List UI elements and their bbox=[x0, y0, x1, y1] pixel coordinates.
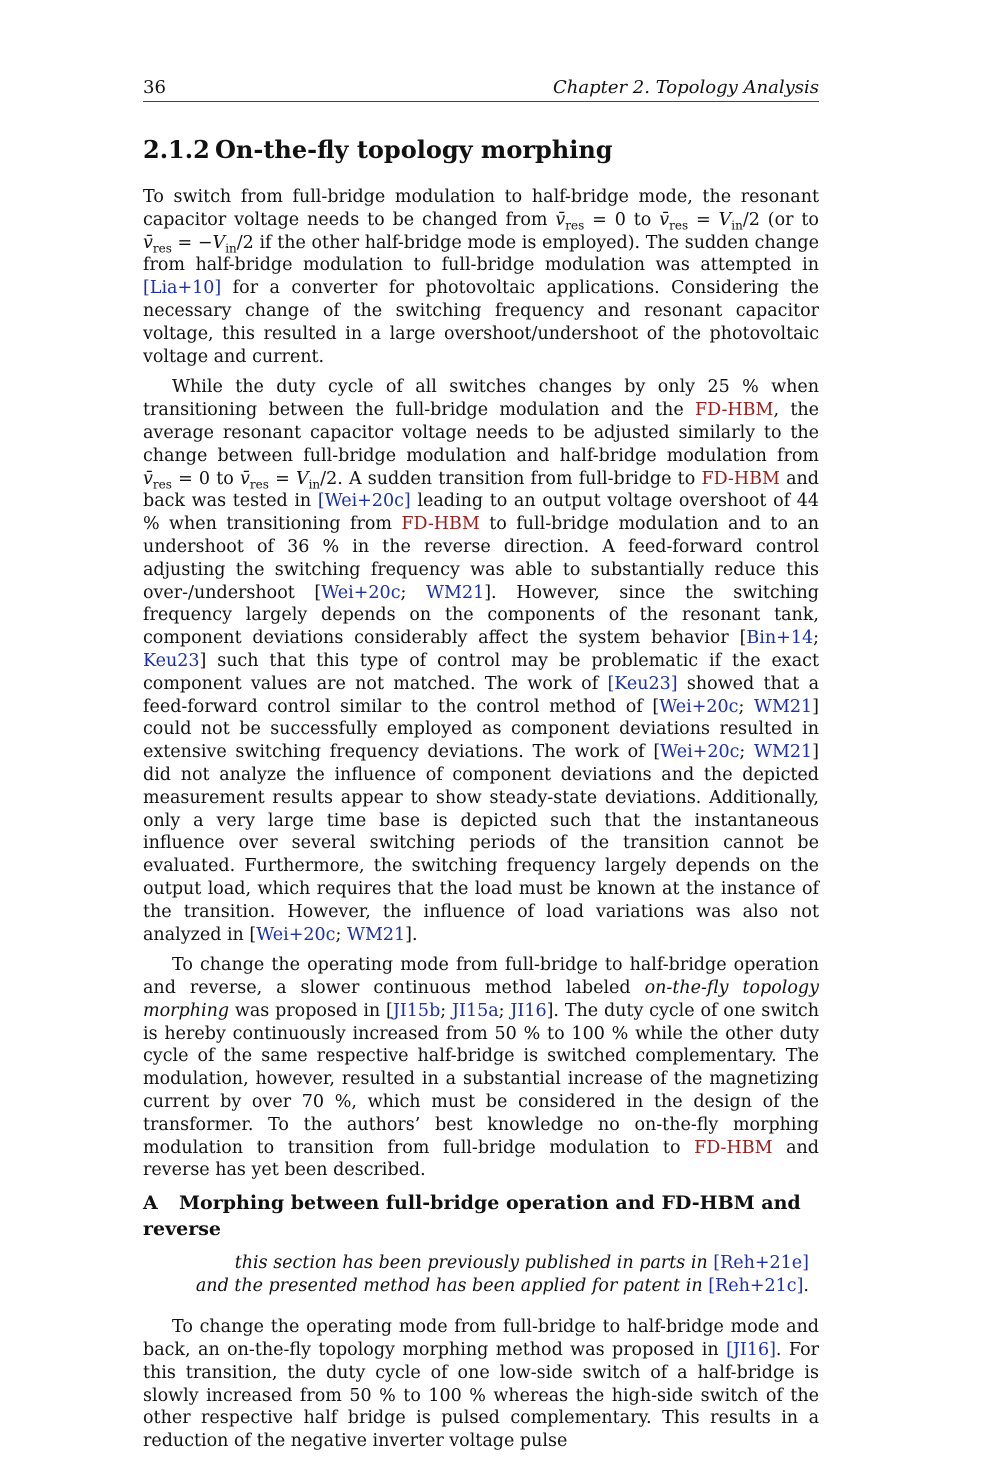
section-number: 2.1.2 bbox=[143, 135, 210, 164]
citation-link[interactable]: Wei+20c bbox=[660, 742, 740, 763]
citation-link[interactable]: Bin+14 bbox=[746, 628, 814, 649]
page-number: 36 bbox=[143, 77, 166, 98]
text-run: ; bbox=[440, 1000, 453, 1021]
citation-link[interactable]: WM21 bbox=[753, 742, 813, 763]
text-run: to bbox=[210, 468, 241, 489]
text-run: ; bbox=[738, 696, 754, 717]
math-inline: $v̄_{res} = -V_{in}/2$ bbox=[143, 232, 254, 256]
text-run: if the other half-bridge mode is employed). The sudden change from half-bridge modulation to full-bridge modulation was attempted in bbox=[143, 232, 819, 276]
subsection-heading bbox=[143, 1190, 819, 1242]
text-run: ] such that this type of control may be problematic if the exact component values are not matched. The work of bbox=[143, 650, 819, 694]
text-run: was proposed in [ bbox=[229, 1000, 393, 1021]
acronym-link[interactable]: FD-HBM bbox=[695, 400, 774, 421]
text-run: (or to bbox=[759, 209, 819, 230]
acronym-link[interactable]: FD-HBM bbox=[401, 514, 480, 535]
text-run: , the average resonant capacitor voltage needs to be adjusted similarly to the change between full-bridge modulation and half-bridge modulation from bbox=[143, 400, 819, 466]
text-run: showed that a feed-forward control similar to the control method of [ bbox=[143, 673, 820, 717]
text-run: ]. The duty cycle of one switch is hereby continuously increased from 50 % to 100 % while the other duty cycle of the same respective half-bridge is switched complementary. The modulation, however, resulted in a substantial increase of the magnetizing current by over 70 %, which must be considered in the design of the transformer. To the authors’ best knowledge no on-the-fly morphing modulation to transition from full-bridge modulation to bbox=[143, 1000, 819, 1158]
text-run: ; bbox=[400, 582, 427, 603]
text-run: . For this transition, the duty cycle of one low-side switch of a half-bridge is slowly increased from 50 % to 100 % whereas the high-side switch of the other respective half bridge is pulsed complementary. This results in a reduction of the negative inverter voltage pulse bbox=[143, 1340, 819, 1452]
paragraph-1 bbox=[143, 186, 819, 368]
citation-link[interactable]: JI15b bbox=[392, 1000, 441, 1021]
citation-link[interactable]: WM21 bbox=[346, 924, 406, 945]
emphasis-term: on-the-fly topology morphing bbox=[143, 978, 819, 1021]
text-run: ; bbox=[498, 1000, 511, 1021]
citation-link[interactable]: WM21 bbox=[426, 582, 485, 603]
paragraph-2 bbox=[143, 376, 819, 946]
citation-link[interactable]: JI15a bbox=[452, 1000, 499, 1021]
text-run: ; bbox=[335, 924, 347, 945]
math-inline: $v̄_{res} = V_{in}/2$ bbox=[240, 468, 338, 492]
text-run: ]. bbox=[405, 924, 418, 945]
acronym-link[interactable]: FD-HBM bbox=[694, 1137, 773, 1158]
text-run: to bbox=[625, 209, 660, 230]
citation-link[interactable]: [Keu23] bbox=[607, 673, 678, 694]
text-run: ; bbox=[813, 628, 819, 649]
citation-link[interactable]: Wei+20c bbox=[321, 582, 401, 603]
acronym-link[interactable]: FD-HBM bbox=[701, 468, 780, 489]
text-run: ] could not be successfully employed as component deviations resulted in extensive switching frequency deviations. The work of [ bbox=[143, 696, 819, 763]
citation-link[interactable]: [Lia+10] bbox=[143, 278, 222, 299]
text-run: to full-bridge modulation and to an undershoot of 36 % in the reverse direction. A feed-forward control adjusting the switching frequency was able to substantially reduce this over-/undershoot [ bbox=[143, 514, 819, 603]
math-inline: $v̄_{res} = 0$ bbox=[143, 468, 211, 492]
citation-link[interactable]: [Reh+21c] bbox=[708, 1276, 804, 1297]
note-line-1: this section has been previously published in parts in [Reh+21e] bbox=[234, 1253, 809, 1274]
subsection-title: Morphing between full-bridge operation and FD-HBM and reverse bbox=[143, 1192, 801, 1241]
publication-note bbox=[143, 1252, 809, 1298]
citation-link[interactable]: WM21 bbox=[753, 696, 813, 717]
text-run: for a converter for photovoltaic applications. Considering the necessary change of the switching frequency and resonant capacitor voltage, this resulted in a large overshoot/undershoot of the photovoltaic voltage and current. bbox=[143, 278, 819, 367]
citation-link[interactable]: Wei+20c bbox=[659, 696, 739, 717]
text-run: While the duty cycle of all switches changes by only 25 % when transitioning between the full-bridge modulation and the bbox=[143, 377, 819, 421]
note-line-2: and the presented method has been applied for patent in [Reh+21c]. bbox=[195, 1276, 809, 1297]
body-text bbox=[143, 134, 819, 1461]
math-inline: $v̄_{res} = 0$ bbox=[555, 209, 626, 233]
math-inline: $v̄_{res} = V_{in}/2$ bbox=[659, 209, 760, 233]
text-run: leading to an output voltage overshoot of 44 % when transitioning from bbox=[143, 491, 819, 535]
citation-link[interactable]: Keu23 bbox=[143, 650, 200, 671]
section-title: On-the-fly topology morphing bbox=[215, 135, 613, 164]
citation-link[interactable]: JI16 bbox=[510, 1000, 547, 1021]
chapter-title: Chapter 2. Topology Analysis bbox=[552, 77, 819, 98]
text-run: To switch from full-bridge modulation to half-bridge mode, the resonant capacitor voltage needs to be changed from bbox=[143, 187, 819, 230]
subsection-letter: A bbox=[143, 1192, 158, 1215]
text-run: ] did not analyze the influence of component deviations and the depicted measurement results appear to show steady-state deviations. Additionally, only a very large time base is depicted such that the instantaneous influence over several switching periods of the transition cannot be evaluated. Furthermore, the switching frequency largely depends on the output load, which requires that the load must be known at the instance of the transition. However, the influence of load variations was also not analyzed in [ bbox=[143, 742, 819, 945]
section-heading bbox=[143, 134, 819, 166]
citation-link[interactable]: [Reh+21e] bbox=[713, 1253, 809, 1274]
running-header bbox=[143, 77, 819, 102]
text-run: and reverse has yet been described. bbox=[143, 1137, 819, 1181]
text-run: and back was tested in bbox=[143, 468, 819, 512]
text-run: To change the operating mode from full-bridge to half-bridge operation and reverse, a slower continuous method labeled bbox=[143, 955, 819, 999]
text-run: . A sudden transition from full-bridge to bbox=[337, 468, 702, 489]
citation-link[interactable]: [JI16] bbox=[726, 1340, 776, 1361]
paragraph-3 bbox=[143, 954, 819, 1182]
citation-link[interactable]: Wei+20c bbox=[256, 924, 336, 945]
text-run: ; bbox=[739, 742, 754, 763]
citation-link[interactable]: [Wei+20c] bbox=[317, 491, 411, 512]
text-run: ]. However, since the switching frequency largely depends on the components of the resonant tank, component deviations considerably affect the system behavior [ bbox=[143, 582, 819, 649]
paragraph-4 bbox=[143, 1316, 819, 1453]
text-run: To change the operating mode from full-bridge to half-bridge mode and back, an on-the-fly topology morphing method was proposed in bbox=[143, 1317, 819, 1361]
